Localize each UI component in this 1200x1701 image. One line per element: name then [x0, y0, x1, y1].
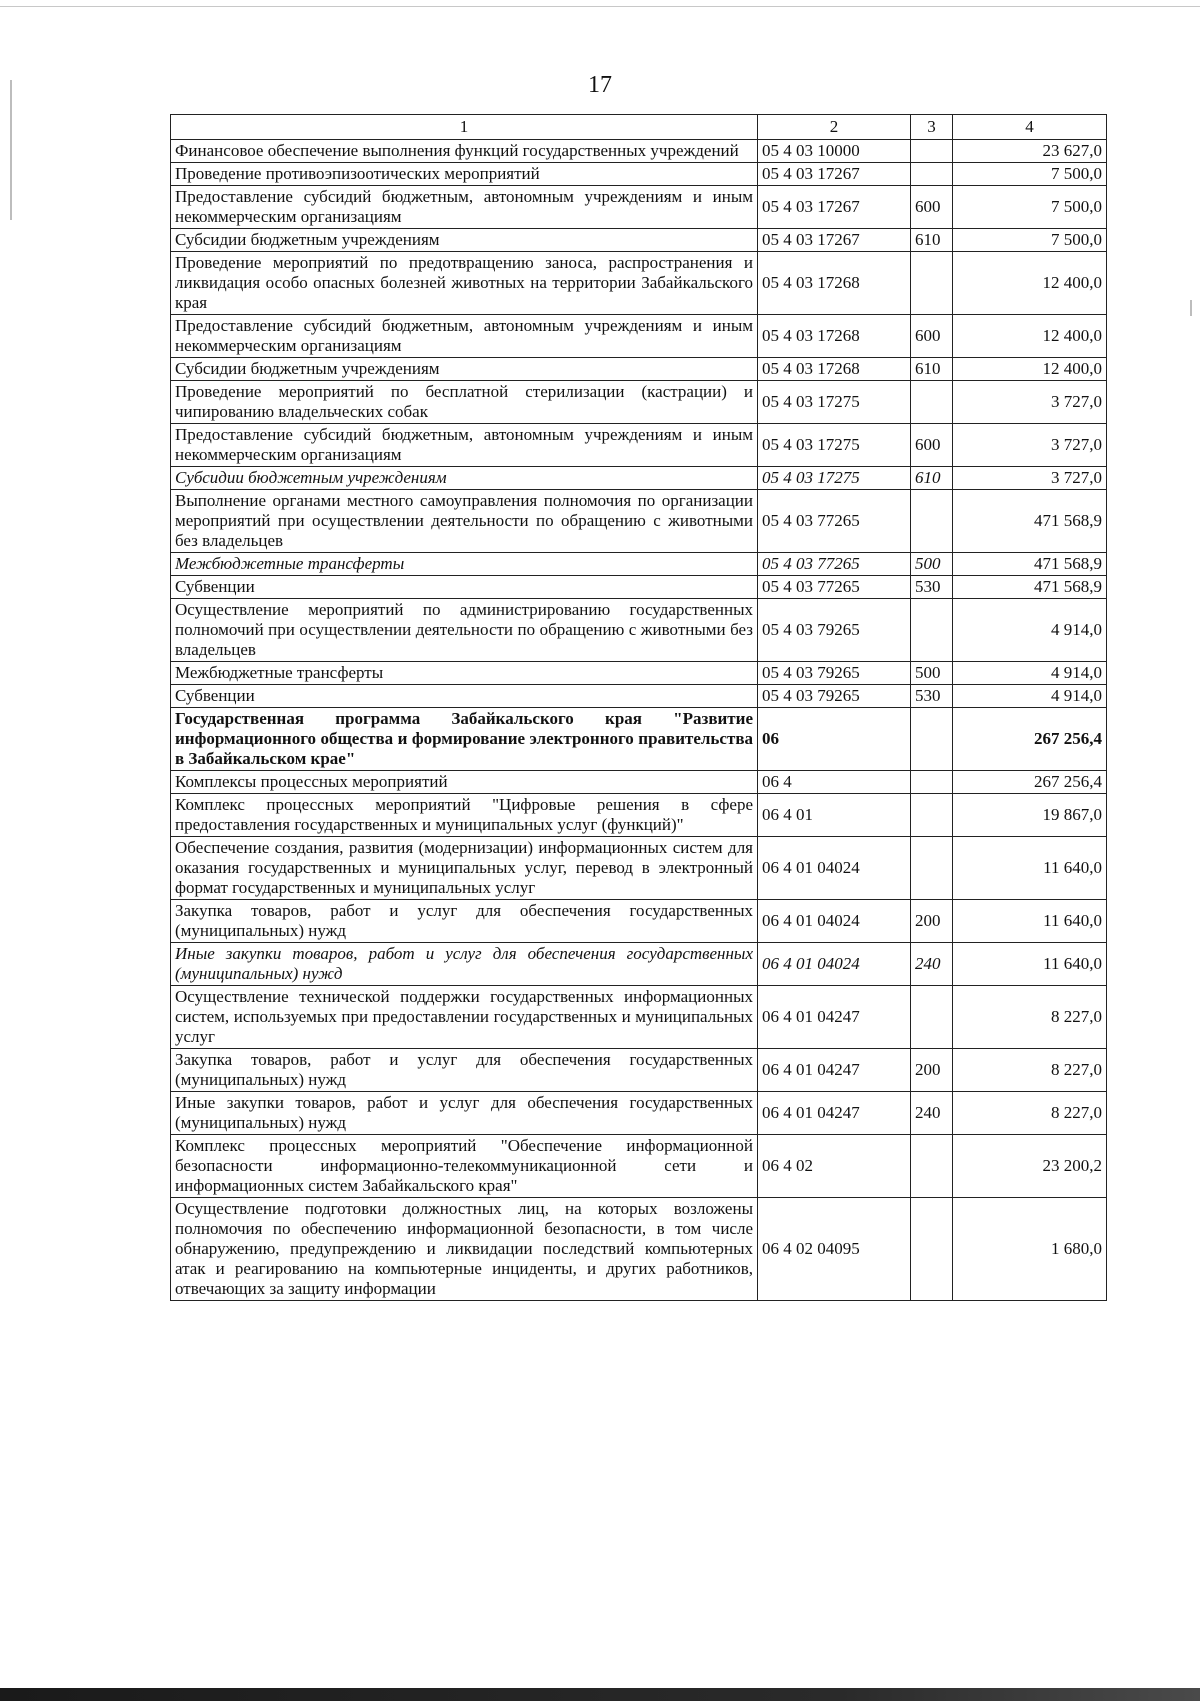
row-sum: 267 256,4 [953, 708, 1107, 771]
row-sum: 471 568,9 [953, 576, 1107, 599]
row-code: 06 4 01 [758, 794, 911, 837]
table-row [171, 900, 1107, 943]
scan-right-mark [1190, 300, 1192, 316]
row-sum: 471 568,9 [953, 490, 1107, 553]
row-expense-type [911, 986, 953, 1049]
scan-bottom-bar [0, 1688, 1200, 1701]
budget-table [170, 114, 1107, 1301]
row-expense-type [911, 252, 953, 315]
row-name: Предоставление субсидий бюджетным, автономным учреждениям и иным некоммерческим организациям [171, 424, 758, 467]
row-sum: 471 568,9 [953, 553, 1107, 576]
row-expense-type [911, 140, 953, 163]
row-name: Межбюджетные трансферты [171, 662, 758, 685]
row-code: 06 4 02 04095 [758, 1198, 911, 1301]
table-row [171, 837, 1107, 900]
row-name: Предоставление субсидий бюджетным, автономным учреждениям и иным некоммерческим организациям [171, 186, 758, 229]
row-code: 05 4 03 79265 [758, 662, 911, 685]
row-code: 05 4 03 79265 [758, 685, 911, 708]
row-sum: 7 500,0 [953, 163, 1107, 186]
table-row [171, 467, 1107, 490]
row-sum: 3 727,0 [953, 424, 1107, 467]
row-code: 05 4 03 17275 [758, 381, 911, 424]
row-expense-type [911, 771, 953, 794]
row-sum: 4 914,0 [953, 685, 1107, 708]
row-name: Проведение мероприятий по бесплатной стерилизации (кастрации) и чипированию владельческих собак [171, 381, 758, 424]
row-expense-type: 610 [911, 229, 953, 252]
header-col-1: 1 [171, 115, 758, 140]
row-sum: 4 914,0 [953, 599, 1107, 662]
row-code: 05 4 03 17268 [758, 315, 911, 358]
row-expense-type: 530 [911, 576, 953, 599]
table-row [171, 1135, 1107, 1198]
row-name: Комплексы процессных мероприятий [171, 771, 758, 794]
row-code: 06 4 01 04247 [758, 986, 911, 1049]
row-code: 05 4 03 17268 [758, 252, 911, 315]
row-name: Иные закупки товаров, работ и услуг для обеспечения государственных (муниципальных) нужд [171, 943, 758, 986]
row-name: Проведение мероприятий по предотвращению заноса, распространения и ликвидация особо опасных болезней животных на территории Забайкальского края [171, 252, 758, 315]
page-number: 17 [588, 72, 612, 98]
row-expense-type [911, 599, 953, 662]
row-sum: 7 500,0 [953, 186, 1107, 229]
scan-left-mark [10, 80, 12, 220]
table-row [171, 576, 1107, 599]
table-row [171, 1092, 1107, 1135]
table-row [171, 708, 1107, 771]
row-name: Субсидии бюджетным учреждениям [171, 229, 758, 252]
row-expense-type: 500 [911, 662, 953, 685]
row-code: 05 4 03 77265 [758, 553, 911, 576]
row-code: 05 4 03 79265 [758, 599, 911, 662]
table-row [171, 771, 1107, 794]
row-name: Комплекс процессных мероприятий "Обеспечение информационной безопасности информационно-телекоммуникационной сети и информационных систем Забайкальского края" [171, 1135, 758, 1198]
row-expense-type [911, 163, 953, 186]
table-row [171, 252, 1107, 315]
row-sum: 4 914,0 [953, 662, 1107, 685]
table-row [171, 599, 1107, 662]
row-sum: 8 227,0 [953, 986, 1107, 1049]
table-row [171, 662, 1107, 685]
row-name: Выполнение органами местного самоуправления полномочия по организации мероприятий при осуществлении деятельности по обращению с животными без владельцев [171, 490, 758, 553]
row-code: 05 4 03 10000 [758, 140, 911, 163]
table-row [171, 381, 1107, 424]
row-expense-type: 530 [911, 685, 953, 708]
row-name: Государственная программа Забайкальского края "Развитие информационного общества и формирование электронного правительства в Забайкальском крае" [171, 708, 758, 771]
row-name: Предоставление субсидий бюджетным, автономным учреждениям и иным некоммерческим организациям [171, 315, 758, 358]
row-name: Обеспечение создания, развития (модернизации) информационных систем для оказания государственных и муниципальных услуг, перевод в электронный формат государственных и муниципальных услуг [171, 837, 758, 900]
row-name: Межбюджетные трансферты [171, 553, 758, 576]
row-name: Закупка товаров, работ и услуг для обеспечения государственных (муниципальных) нужд [171, 900, 758, 943]
row-name: Субвенции [171, 685, 758, 708]
row-expense-type: 600 [911, 186, 953, 229]
row-sum: 7 500,0 [953, 229, 1107, 252]
row-sum: 3 727,0 [953, 467, 1107, 490]
table-row [171, 685, 1107, 708]
table-row [171, 424, 1107, 467]
row-sum: 12 400,0 [953, 252, 1107, 315]
row-expense-type: 600 [911, 424, 953, 467]
row-name: Комплекс процессных мероприятий "Цифровые решения в сфере предоставления государственных и муниципальных услуг (функций)" [171, 794, 758, 837]
row-code: 05 4 03 77265 [758, 576, 911, 599]
row-name: Закупка товаров, работ и услуг для обеспечения государственных (муниципальных) нужд [171, 1049, 758, 1092]
row-name: Осуществление технической поддержки государственных информационных систем, используемых при предоставлении государственных и муниципальных услуг [171, 986, 758, 1049]
row-sum: 12 400,0 [953, 315, 1107, 358]
table-row [171, 186, 1107, 229]
row-expense-type [911, 381, 953, 424]
row-sum: 23 627,0 [953, 140, 1107, 163]
table-row [171, 943, 1107, 986]
row-expense-type [911, 1198, 953, 1301]
row-name: Иные закупки товаров, работ и услуг для обеспечения государственных (муниципальных) нужд [171, 1092, 758, 1135]
row-name: Осуществление подготовки должностных лиц, на которых возложены полномочия по обеспечению информационной безопасности, в том числе обнаружению, предупреждению и ликвидации последствий компьютерных атак и реагированию на компьютерные инциденты, и других работников, отвечающих за защиту информации [171, 1198, 758, 1301]
row-code: 05 4 03 77265 [758, 490, 911, 553]
row-sum: 11 640,0 [953, 900, 1107, 943]
table-row [171, 1049, 1107, 1092]
row-code: 05 4 03 17267 [758, 163, 911, 186]
table-row [171, 163, 1107, 186]
row-sum: 12 400,0 [953, 358, 1107, 381]
row-code: 06 4 02 [758, 1135, 911, 1198]
table-row [171, 490, 1107, 553]
table-row [171, 794, 1107, 837]
row-expense-type: 240 [911, 943, 953, 986]
row-expense-type: 200 [911, 1049, 953, 1092]
header-col-3: 3 [911, 115, 953, 140]
row-code: 05 4 03 17267 [758, 229, 911, 252]
row-code: 06 4 [758, 771, 911, 794]
row-sum: 23 200,2 [953, 1135, 1107, 1198]
row-sum: 1 680,0 [953, 1198, 1107, 1301]
row-expense-type: 240 [911, 1092, 953, 1135]
row-expense-type [911, 708, 953, 771]
row-sum: 8 227,0 [953, 1049, 1107, 1092]
row-sum: 267 256,4 [953, 771, 1107, 794]
row-expense-type [911, 794, 953, 837]
table-row [171, 553, 1107, 576]
table-header-row [171, 115, 1107, 140]
row-name: Субсидии бюджетным учреждениям [171, 467, 758, 490]
table-row [171, 229, 1107, 252]
row-code: 06 4 01 04024 [758, 943, 911, 986]
row-name: Субвенции [171, 576, 758, 599]
row-name: Субсидии бюджетным учреждениям [171, 358, 758, 381]
row-expense-type: 610 [911, 467, 953, 490]
table-row [171, 358, 1107, 381]
table-body [171, 140, 1107, 1301]
table-row [171, 986, 1107, 1049]
table-row [171, 1198, 1107, 1301]
row-code: 06 4 01 04247 [758, 1092, 911, 1135]
row-expense-type: 610 [911, 358, 953, 381]
row-expense-type [911, 1135, 953, 1198]
row-sum: 3 727,0 [953, 381, 1107, 424]
row-code: 05 4 03 17268 [758, 358, 911, 381]
row-sum: 19 867,0 [953, 794, 1107, 837]
row-code: 05 4 03 17275 [758, 424, 911, 467]
row-expense-type [911, 837, 953, 900]
row-code: 06 [758, 708, 911, 771]
row-expense-type: 200 [911, 900, 953, 943]
row-name: Проведение противоэпизоотических мероприятий [171, 163, 758, 186]
row-name: Осуществление мероприятий по администрированию государственных полномочий при осуществлении деятельности по обращению с животными без владельцев [171, 599, 758, 662]
row-code: 06 4 01 04024 [758, 900, 911, 943]
row-code: 06 4 01 04024 [758, 837, 911, 900]
row-code: 05 4 03 17267 [758, 186, 911, 229]
row-expense-type: 600 [911, 315, 953, 358]
row-name: Финансовое обеспечение выполнения функций государственных учреждений [171, 140, 758, 163]
table-row [171, 315, 1107, 358]
row-expense-type [911, 490, 953, 553]
header-col-4: 4 [953, 115, 1107, 140]
header-col-2: 2 [758, 115, 911, 140]
row-code: 06 4 01 04247 [758, 1049, 911, 1092]
row-code: 05 4 03 17275 [758, 467, 911, 490]
scan-top-edge [0, 6, 1200, 7]
row-sum: 11 640,0 [953, 837, 1107, 900]
row-expense-type: 500 [911, 553, 953, 576]
row-sum: 8 227,0 [953, 1092, 1107, 1135]
table-row [171, 140, 1107, 163]
row-sum: 11 640,0 [953, 943, 1107, 986]
